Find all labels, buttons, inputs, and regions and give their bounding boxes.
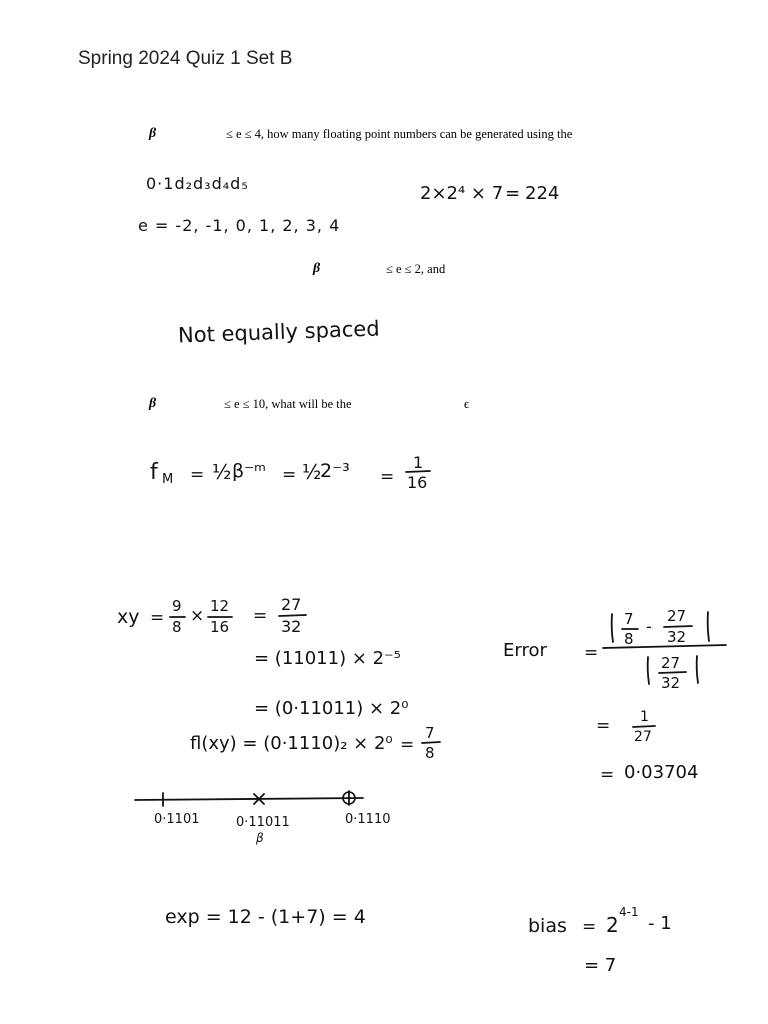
a5-bias-base: 2: [606, 913, 619, 937]
error-eq2: =: [596, 716, 611, 736]
error-minus: -: [646, 617, 652, 636]
a4-line4-num: 7: [425, 724, 435, 742]
a1-mantissa: 0·1d₂d₃d₄d₅: [146, 174, 249, 193]
q1-text: ≤ e ≤ 4, how many floating point numbers can be generated using the: [226, 127, 573, 141]
error-abs-left: [612, 614, 613, 642]
page-title: Spring 2024 Quiz 1 Set B: [78, 48, 293, 69]
a4-line4: fl(xy) = (0·1110)₂ × 2⁰: [190, 733, 393, 754]
number-line-tick3-label: 0·1110: [345, 812, 391, 827]
a4-r-bar: [279, 615, 306, 616]
q3-text: ≤ e ≤ 10, what will be the: [224, 397, 352, 411]
q3-epsilon: ϵ: [464, 397, 470, 411]
a4-line4-bar: [422, 742, 440, 743]
a4-line4-den: 8: [425, 744, 435, 762]
a5-exp: exp = 12 - (1+7) = 4: [165, 906, 366, 928]
error-num-b-num: 27: [667, 607, 687, 625]
number-line-axis: [135, 798, 363, 800]
error-num-b-den: 32: [667, 628, 687, 646]
q2-beta-symbol: β: [313, 261, 321, 276]
a3-den: 16: [407, 473, 428, 492]
a3-f: f: [150, 460, 158, 485]
a4-f1-den: 8: [172, 618, 182, 636]
a5-bias-label: bias: [528, 915, 567, 937]
a2-answer: Not equally spaced: [177, 316, 380, 348]
error-den-abs-right: [697, 656, 698, 683]
error-eq3: =: [600, 765, 615, 785]
a3-eq1: =: [190, 465, 205, 485]
a4-f1-num: 9: [172, 597, 182, 615]
a4-eq: =: [150, 608, 165, 628]
error-num-a-num: 7: [624, 610, 634, 628]
error-res-num: 1: [640, 709, 649, 725]
error-decimal: 0·03704: [624, 762, 699, 783]
a4-line4-eq: =: [400, 735, 415, 755]
a3-eq3: =: [380, 467, 395, 487]
error-res-den: 27: [634, 729, 652, 745]
a5-bias-power: 4-1: [619, 905, 639, 919]
q3-beta-symbol: β: [149, 396, 157, 411]
a3-eq2: =: [282, 465, 297, 485]
a1-count-result: 224: [525, 183, 560, 204]
a3-num: 1: [413, 453, 424, 472]
error-den-bar: [659, 672, 686, 673]
a1-count-eq: =: [505, 183, 521, 204]
a4-xy: xy: [117, 606, 140, 628]
a5-bias-eq: =: [582, 917, 597, 937]
error-eq: =: [584, 643, 599, 663]
number-line-tick2-sub: β: [256, 831, 264, 845]
a5-bias-result: = 7: [584, 955, 617, 976]
a4-f2-num: 12: [210, 597, 230, 615]
a3-half2: ½: [302, 460, 322, 484]
error-num-a-den: 8: [624, 630, 634, 648]
error-res-bar: [633, 726, 655, 727]
number-line-tick1-label: 0·1101: [154, 812, 200, 827]
a1-count-lhs: 2×2⁴ × 7: [420, 183, 504, 204]
a4-f2-den: 16: [210, 618, 230, 636]
a4-times: ×: [190, 606, 205, 626]
error-label: Error: [503, 640, 547, 661]
error-main-bar: [603, 645, 726, 648]
a4-r-den: 32: [281, 617, 302, 636]
error-den-abs-left: [648, 657, 649, 684]
error-b-bar: [664, 626, 692, 627]
a3-f-sub: M: [162, 472, 174, 487]
a4-line2: = (11011) × 2⁻⁵: [254, 648, 401, 669]
a3-beta-power: β⁻ᵐ: [232, 460, 266, 482]
a5-bias-tail: - 1: [648, 913, 672, 934]
a4-r-num: 27: [281, 595, 302, 614]
a1-exponents: e = -2, -1, 0, 1, 2, 3, 4: [138, 216, 341, 235]
error-den-num: 27: [661, 654, 681, 672]
a3-half: ½: [212, 460, 232, 484]
q2-text: ≤ e ≤ 2, and: [386, 262, 446, 276]
q1-beta-symbol: β: [149, 126, 157, 141]
a3-two-power: 2⁻³: [320, 460, 350, 482]
a3-fraction-bar: [406, 471, 430, 472]
number-line-tick2-label: 0·11011: [236, 815, 290, 830]
error-den-den: 32: [661, 674, 681, 692]
a4-eq-result: =: [253, 606, 268, 626]
a4-line3: = (0·11011) × 2⁰: [254, 698, 409, 719]
error-abs-right: [708, 612, 709, 641]
